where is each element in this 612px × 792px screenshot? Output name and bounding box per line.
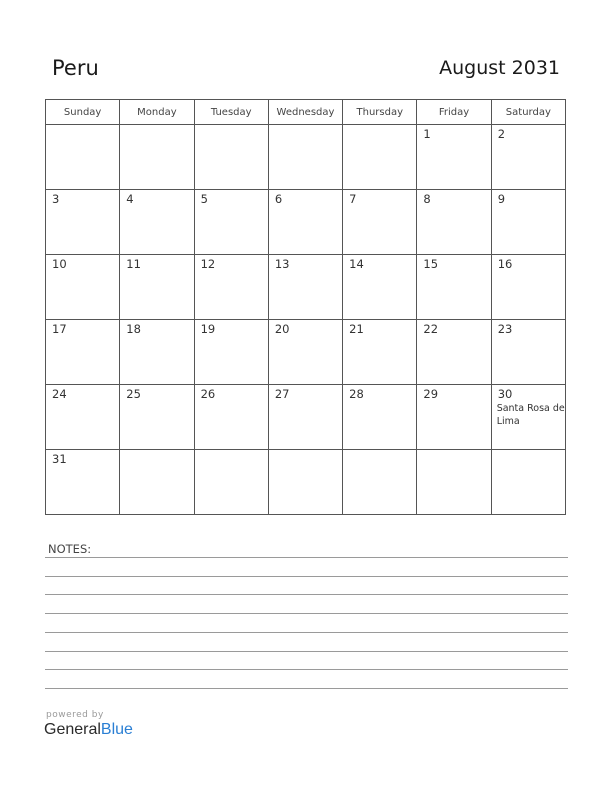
day-cell	[343, 320, 417, 385]
day-number	[120, 125, 193, 127]
day-number: 17	[52, 322, 67, 336]
week-row	[46, 190, 566, 255]
day-number: 5	[200, 192, 208, 206]
day-number: 4	[126, 192, 134, 206]
day-number	[46, 125, 119, 127]
note-line	[45, 576, 568, 577]
day-cell	[120, 190, 194, 255]
day-cell	[417, 385, 491, 450]
day-cell	[46, 320, 120, 385]
weekday-tuesday: Tuesday	[194, 100, 268, 125]
day-cell	[46, 385, 120, 450]
note-line	[45, 557, 568, 558]
day-number: 13	[274, 257, 290, 271]
day-number	[417, 450, 490, 452]
day-cell	[268, 125, 342, 190]
weekday-wednesday: Wednesday	[268, 100, 342, 125]
day-number: 1	[423, 127, 431, 141]
day-cell	[46, 125, 120, 190]
day-number	[269, 125, 342, 127]
day-number: 12	[200, 257, 216, 271]
weekday-saturday: Saturday	[491, 100, 565, 125]
week-row	[46, 255, 566, 320]
note-line	[45, 594, 568, 595]
day-number: 7	[349, 192, 357, 206]
day-cell	[491, 450, 565, 515]
day-cell	[417, 450, 491, 515]
day-cell	[268, 190, 342, 255]
day-number: 22	[423, 322, 439, 336]
day-cell	[194, 385, 268, 450]
day-number	[343, 450, 416, 452]
day-number	[343, 125, 416, 127]
day-number: 25	[126, 387, 141, 401]
note-line	[45, 651, 568, 652]
day-cell	[417, 190, 491, 255]
day-number: 6	[274, 192, 283, 206]
day-cell	[268, 385, 342, 450]
week-row	[46, 385, 566, 450]
day-cell	[491, 320, 565, 385]
note-line	[45, 669, 568, 670]
day-cell	[120, 450, 194, 515]
day-cell	[491, 190, 565, 255]
day-number	[120, 450, 193, 452]
day-number: 26	[200, 387, 216, 401]
day-cell	[343, 255, 417, 320]
brand-general-text: General	[44, 721, 101, 738]
day-cell	[194, 125, 268, 190]
day-cell	[417, 255, 491, 320]
day-cell	[194, 190, 268, 255]
day-number: 24	[52, 387, 67, 401]
day-cell	[194, 255, 268, 320]
day-number	[269, 450, 342, 452]
day-cell	[491, 125, 565, 190]
day-number: 14	[349, 257, 364, 271]
day-number: 18	[126, 322, 141, 336]
day-number: 10	[52, 257, 67, 271]
weekday-friday: Friday	[417, 100, 491, 125]
day-number	[195, 125, 268, 127]
week-row	[46, 125, 566, 190]
weekday-header-row	[46, 100, 566, 125]
brand-logo	[44, 721, 133, 739]
note-line	[45, 688, 568, 689]
weekday-monday: Monday	[120, 100, 194, 125]
day-number: 31	[52, 452, 67, 466]
holiday-label: Santa Rosa de Lima	[496, 403, 565, 427]
day-number: 27	[274, 387, 290, 401]
powered-by-text: powered by	[46, 710, 104, 720]
month-year-title: August 2031	[439, 57, 560, 79]
notes-label: NOTES:	[48, 542, 92, 556]
day-number: 23	[497, 322, 513, 336]
day-cell	[417, 125, 491, 190]
day-cell	[268, 450, 342, 515]
note-line	[45, 632, 568, 633]
day-number: 16	[497, 257, 513, 271]
day-cell	[120, 255, 194, 320]
day-cell	[268, 255, 342, 320]
day-cell	[120, 320, 194, 385]
week-row	[46, 320, 566, 385]
day-cell	[46, 255, 120, 320]
day-cell	[46, 190, 120, 255]
day-number: 19	[200, 322, 216, 336]
day-cell	[46, 450, 120, 515]
note-line	[45, 613, 568, 614]
day-cell	[194, 450, 268, 515]
week-row	[46, 450, 566, 515]
day-number: 9	[497, 192, 506, 206]
calendar-grid	[45, 99, 566, 515]
country-title: Peru	[52, 56, 99, 80]
day-number	[195, 450, 268, 452]
weekday-sunday: Sunday	[46, 100, 120, 125]
day-cell	[120, 385, 194, 450]
day-cell	[491, 385, 565, 450]
day-cell	[120, 125, 194, 190]
day-number: 8	[423, 192, 431, 206]
day-cell	[343, 190, 417, 255]
brand-blue-text: Blue	[100, 721, 133, 738]
day-cell	[491, 255, 565, 320]
day-number: 15	[423, 257, 439, 271]
day-number: 2	[497, 127, 506, 141]
day-number: 28	[349, 387, 364, 401]
day-number: 3	[52, 192, 60, 206]
day-number: 11	[126, 257, 141, 271]
day-number: 30	[497, 387, 513, 401]
day-cell	[417, 320, 491, 385]
day-number	[492, 450, 565, 452]
day-cell	[343, 125, 417, 190]
weekday-thursday: Thursday	[343, 100, 417, 125]
day-cell	[343, 450, 417, 515]
day-number: 21	[349, 322, 364, 336]
day-number: 20	[274, 322, 290, 336]
day-cell	[343, 385, 417, 450]
day-number: 29	[423, 387, 439, 401]
day-cell	[194, 320, 268, 385]
day-cell	[268, 320, 342, 385]
